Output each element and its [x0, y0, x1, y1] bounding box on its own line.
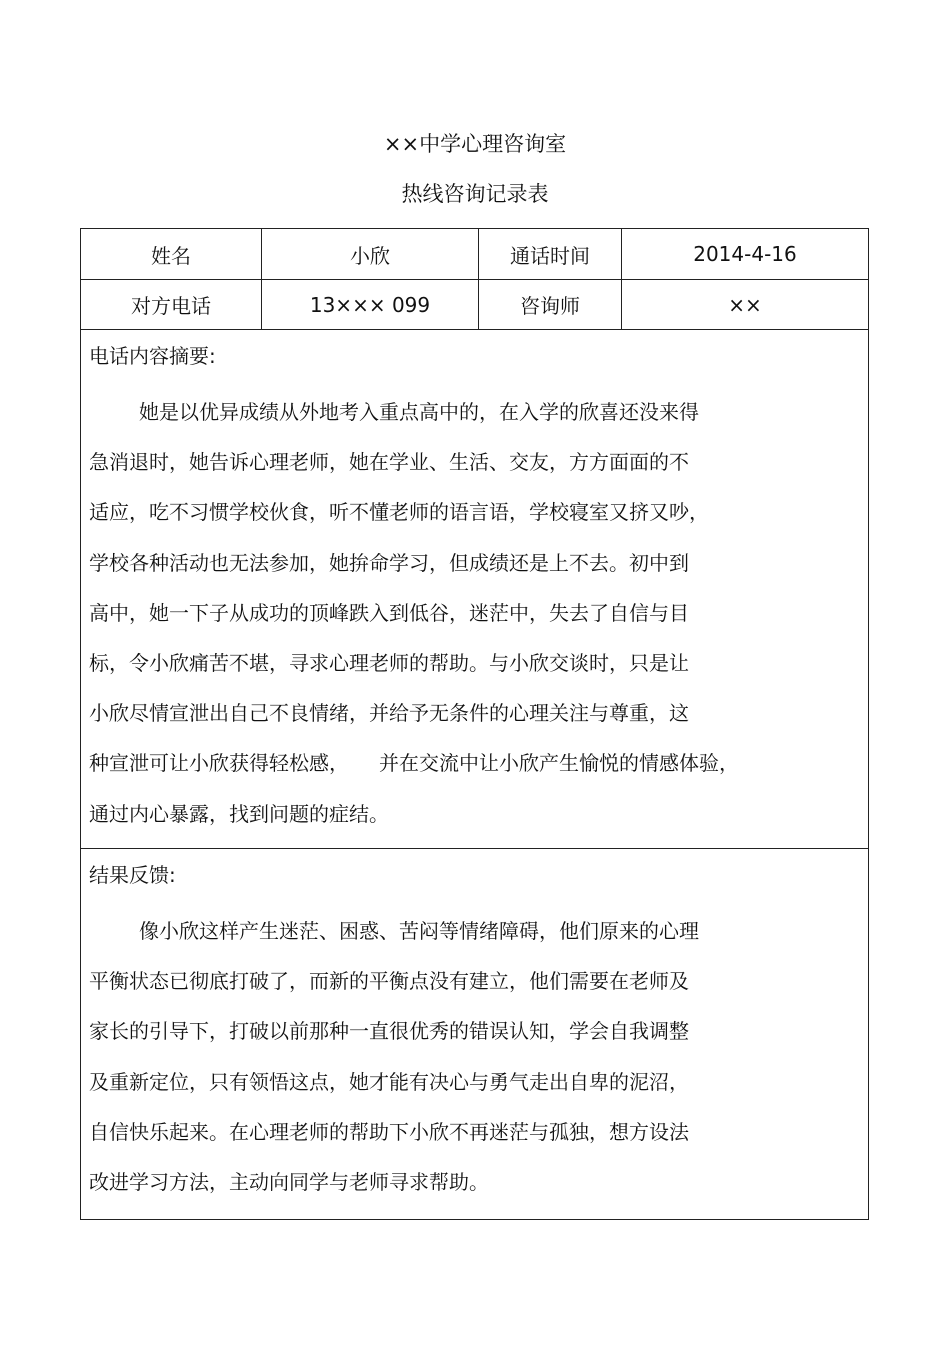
call-time-label: 通话时间: [479, 229, 622, 279]
phone-label: 对方电话: [81, 280, 262, 329]
summary-body: [89, 387, 829, 839]
summary-line: 适应，吃不习惯学校伙食，听不懂老师的语言语，学校寝室又挤又吵，: [89, 500, 709, 525]
counselor-label: 咨询师: [479, 280, 622, 329]
feedback-line: 及重新定位，只有领悟这点，她才能有决心与勇气走出自卑的泥沼，: [89, 1069, 689, 1094]
summary-line: 学校各种活动也无法参加，她拚命学习，但成绩还是上不去。初中到: [89, 550, 689, 575]
summary-line: 标，令小欣痛苦不堪，寻求心理老师的帮助。与小欣交谈时，只是让: [89, 650, 689, 675]
form-title: 热线咨询记录表: [401, 182, 549, 206]
call-time-value: 2014-4-16: [693, 242, 797, 266]
feedback-line: 像小欣这样产生迷茫、困惑、苦闷等情绪障碍，他们原来的心理: [139, 919, 699, 943]
feedback-line: 家长的引导下，打破以前那种一直很优秀的错误认知，学会自我调整: [89, 1019, 689, 1044]
name-value: 小欣: [262, 229, 479, 279]
school-title: ××中学心理咨询室: [383, 132, 567, 156]
feedback-section: [81, 849, 868, 1219]
summary-line: 高中，她一下子从成功的顶峰跌入到低谷，迷茫中，失去了自信与目: [89, 600, 689, 625]
feedback-line: 改进学习方法，主动向同学与老师寻求帮助。: [89, 1169, 489, 1194]
info-row-1: [81, 229, 868, 280]
summary-line: 她是以优异成绩从外地考入重点高中的，在入学的欣喜还没来得: [139, 400, 699, 424]
summary-section: [81, 330, 868, 849]
summary-line: 急消退时，她告诉心理老师，她在学业、生活、交友，方方面面的不: [89, 450, 689, 475]
summary-line: 种宣泄可让小欣获得轻松感， 并在交流中让小欣产生愉悦的情感体验，: [89, 751, 739, 776]
feedback-body: [89, 906, 829, 1207]
record-table: [80, 228, 869, 1220]
feedback-label: 结果反馈:: [89, 863, 176, 887]
summary-label: 电话内容摘要:: [89, 344, 216, 368]
name-label: 姓名: [81, 229, 262, 279]
summary-line: 小欣尽情宣泄出自己不良情绪，并给予无条件的心理关注与尊重，这: [89, 701, 689, 726]
phone-value: 13××× 099: [262, 280, 479, 329]
info-row-2: [81, 280, 868, 330]
feedback-line: 平衡状态已彻底打破了，而新的平衡点没有建立，他们需要在老师及: [89, 969, 689, 994]
summary-line: 通过内心暴露，找到问题的症结。: [89, 801, 389, 826]
counselor-value: ××: [728, 292, 762, 317]
feedback-line: 自信快乐起来。在心理老师的帮助下小欣不再迷茫与孤独，想方设法: [89, 1119, 689, 1144]
